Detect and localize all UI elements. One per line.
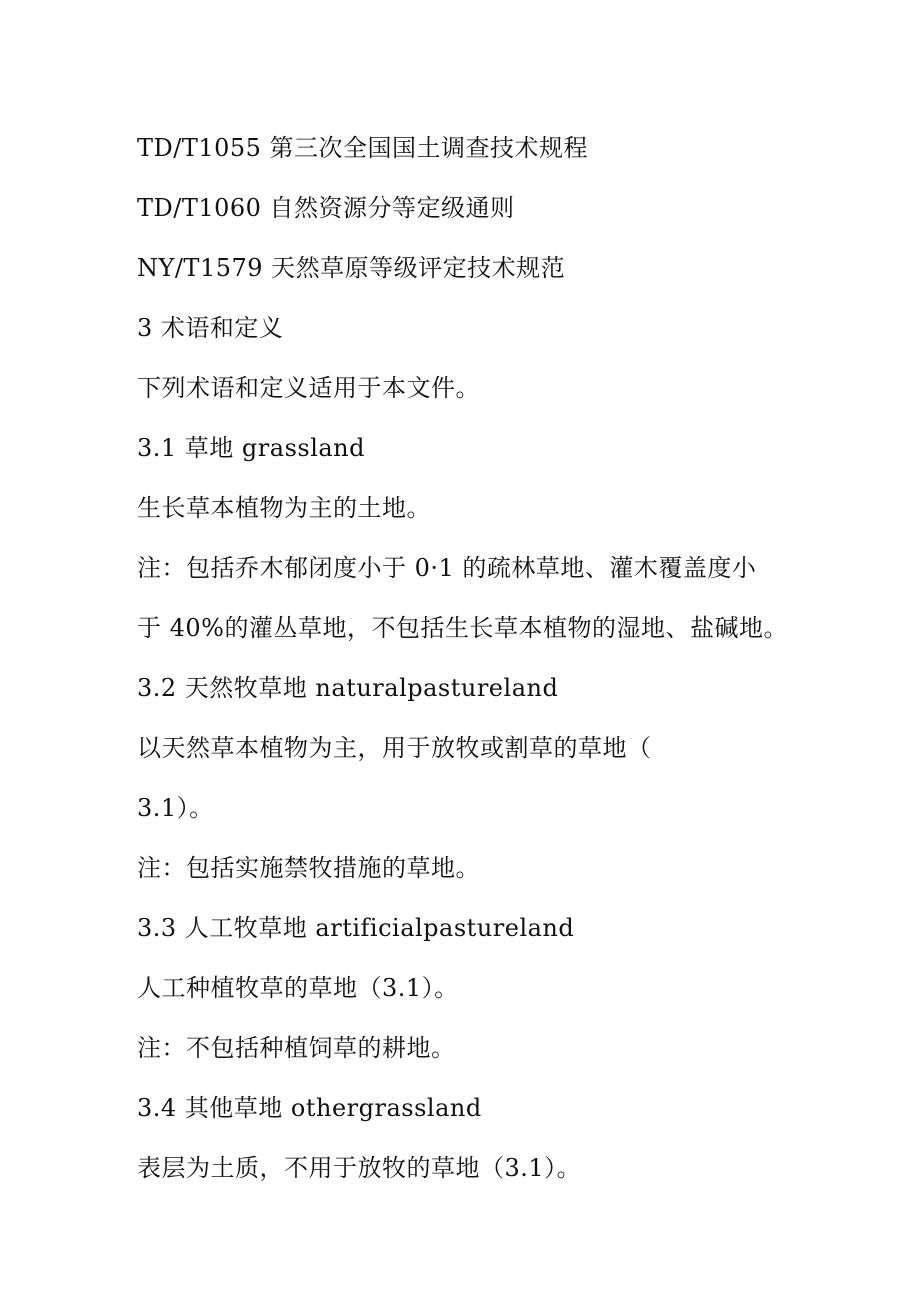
document-body xyxy=(137,118,797,1198)
term-3-1-definition: 生长草本植物为主的土地。 xyxy=(137,494,431,522)
section-intro: 下列术语和定义适用于本文件。 xyxy=(137,374,480,402)
section-heading-terms: 3 术语和定义 xyxy=(137,314,284,342)
reference-ny-t1579: NY/T1579 天然草原等级评定技术规范 xyxy=(137,254,566,282)
term-3-4-definition: 表层为土质，不用于放牧的草地（3.1）。 xyxy=(137,1154,582,1182)
term-3-2-definition-line-2: 3.1）。 xyxy=(137,794,214,822)
term-3-3-definition: 人工种植牧草的草地（3.1）。 xyxy=(137,974,459,1002)
term-3-2-note: 注：包括实施禁牧措施的草地。 xyxy=(137,854,480,882)
term-3-1-note-line-2: 于 40%的灌丛草地，不包括生长草本植物的湿地、盐碱地。 xyxy=(137,614,788,642)
term-3-4-heading: 3.4 其他草地 othergrassland xyxy=(137,1094,482,1122)
term-3-2-heading: 3.2 天然牧草地 naturalpastureland xyxy=(137,674,559,702)
term-3-1-note-line-1: 注：包括乔木郁闭度小于 0·1 的疏林草地、灌木覆盖度小 xyxy=(137,554,757,582)
term-3-3-note: 注：不包括种植饲草的耕地。 xyxy=(137,1034,456,1062)
term-3-2-definition-line-1: 以天然草本植物为主，用于放牧或割草的草地（ xyxy=(137,734,652,762)
term-3-1-heading: 3.1 草地 grassland xyxy=(137,434,366,462)
term-3-3-heading: 3.3 人工牧草地 artificialpastureland xyxy=(137,914,575,942)
reference-td-t1055: TD/T1055 第三次全国国土调查技术规程 xyxy=(137,134,589,162)
reference-td-t1060: TD/T1060 自然资源分等定级通则 xyxy=(137,194,515,222)
